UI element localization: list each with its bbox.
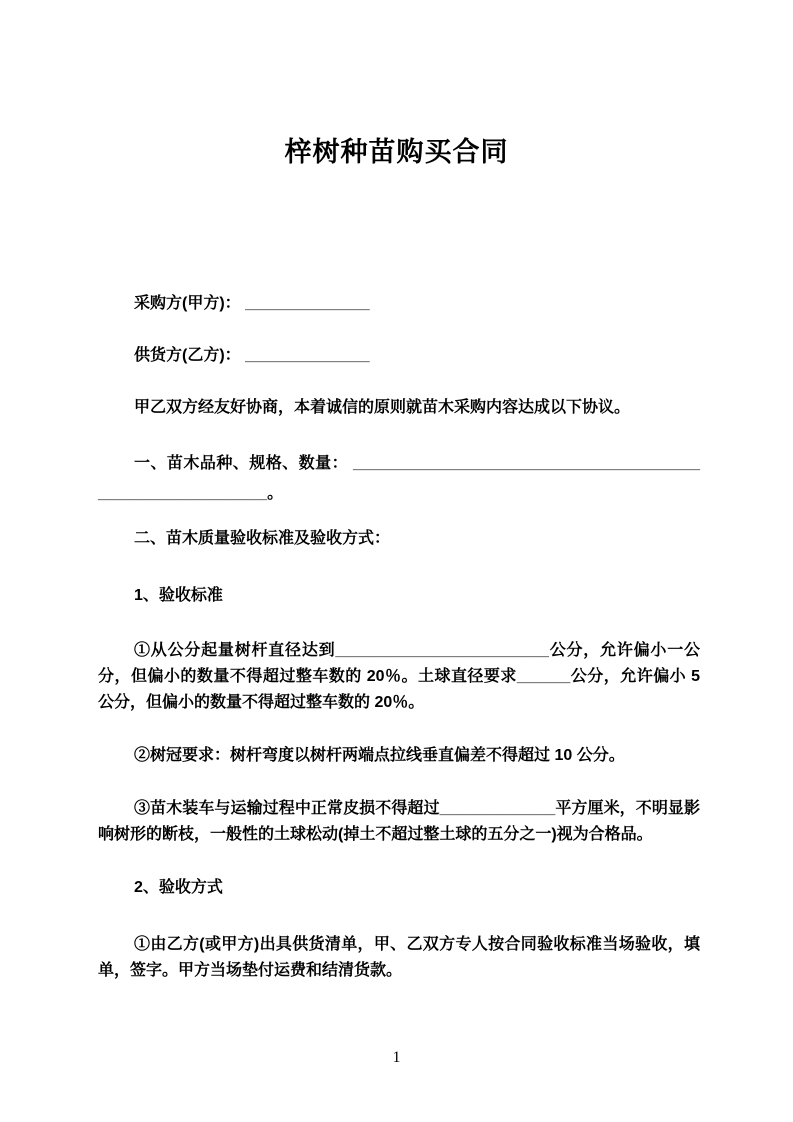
supplier-party-line: 供货方(乙方)： ______________ <box>134 347 370 364</box>
acceptance-standard-item-2: ②树冠要求：树杆弯度以树杆两端点拉线垂直偏差不得超过 10 公分。 <box>134 747 625 764</box>
acceptance-standard-heading: 1、验收标准 <box>134 587 223 604</box>
acceptance-standard-item-1: ①从公分起量树杆直径达到________________________公分，允许偏小一公分，但偏小的数量不得超过整车数的 20％。土球直径要求______公分，允许偏小 5 公分，但偏小的数量不得超过整车数的 20％。 <box>98 642 705 711</box>
buyer-party-line: 采购方(甲方)： ______________ <box>134 295 370 312</box>
acceptance-method-item-1: ①由乙方(或甲方)出具供货清单，甲、乙双方专人按合同验收标准当场验收，填单，签字。甲方当场垫付运费和结清货款。 <box>98 936 700 979</box>
clause-2-heading: 二、苗木质量验收标准及验收方式： <box>134 530 391 547</box>
contract-title: 梓树种苗购买合同 <box>284 137 509 167</box>
page-number: 1 <box>392 1049 401 1066</box>
acceptance-standard-item-3: ③苗木装车与运输过程中正常皮损不得超过_____________平方厘米，不明显影响树形的断枝，一般性的土球松动(掉土不超过整土球的五分之一)视为合格品。 <box>98 800 700 843</box>
acceptance-method-heading: 2、验收方式 <box>134 879 223 896</box>
preamble-paragraph: 甲乙双方经友好协商，本着诚信的原则就苗木采购内容达成以下协议。 <box>134 399 631 416</box>
clause-1-variety-spec-quantity: 一、苗木品种、规格、数量： __________________________________________________________。 <box>98 455 700 502</box>
